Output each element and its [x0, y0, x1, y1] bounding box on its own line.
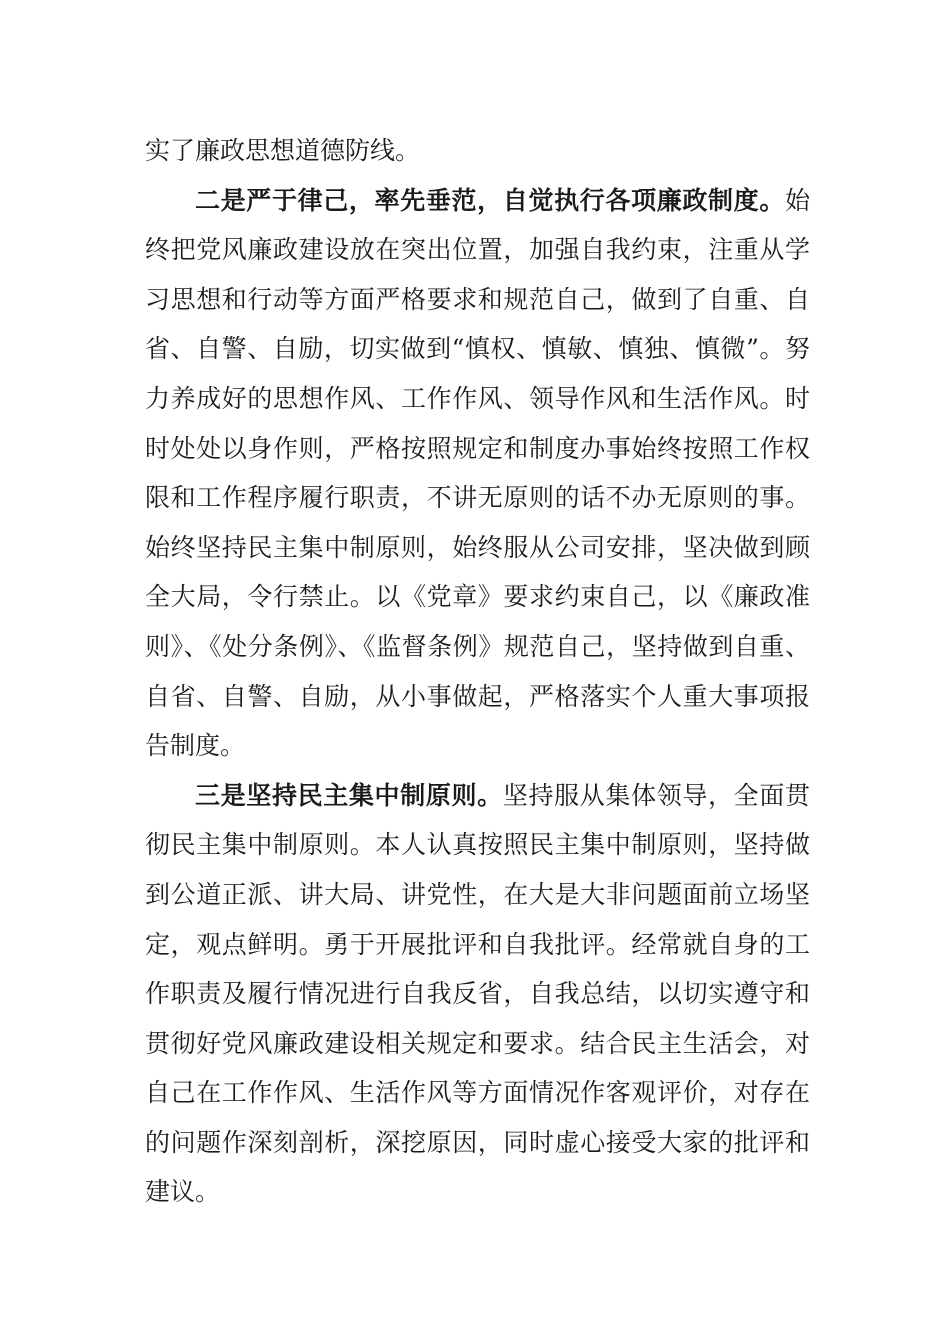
paragraph-two	[145, 176, 810, 771]
paragraph-continuation	[145, 126, 810, 176]
paragraph-body: 坚持服从集体领导，全面贯彻民主集中制原则。本人认真按照民主集中制原则，坚持做到公道正派、讲大局、讲党性，在大是大非问题面前立场坚定，观点鲜明。勇于开展批评和自我批评。经常就自身的工作职责及履行情况进行自我反省，自我总结，以切实遵守和贯彻好党风廉政建设相关规定和要求。结合民主生活会，对自己在工作作风、生活作风等方面情况作客观评价，对存在的问题作深刻剖析，深挖原因，同时虚心接受大家的批评和建议。	[145, 780, 810, 1207]
paragraph-lead: 三是坚持民主集中制原则。	[195, 780, 503, 810]
paragraph-body: 始终把党风廉政建设放在突出位置，加强自我约束，注重从学习思想和行动等方面严格要求和规范自己，做到了自重、自省、自警、自励，切实做到“慎权、慎敏、慎独、慎微”。努力养成好的思想作风、工作作风、领导作风和生活作风。时时处处以身作则，严格按照规定和制度办事始终按照工作权限和工作程序履行职责，不讲无原则的话不办无原则的事。始终坚持民主集中制原则，始终服从公司安排，坚决做到顾全大局，令行禁止。以《党章》要求约束自己，以《廉政准则》、《处分条例》、《监督条例》规范自己，坚持做到自重、自省、自警、自励，从小事做起，严格落实个人重大事项报告制度。	[145, 185, 810, 761]
paragraph-body: 实了廉政思想道德防线。	[145, 136, 421, 165]
paragraph-lead: 二是严于律己，率先垂范，自觉执行各项廉政制度。	[195, 185, 785, 215]
paragraph-three	[145, 771, 810, 1217]
document-page	[145, 126, 810, 1217]
